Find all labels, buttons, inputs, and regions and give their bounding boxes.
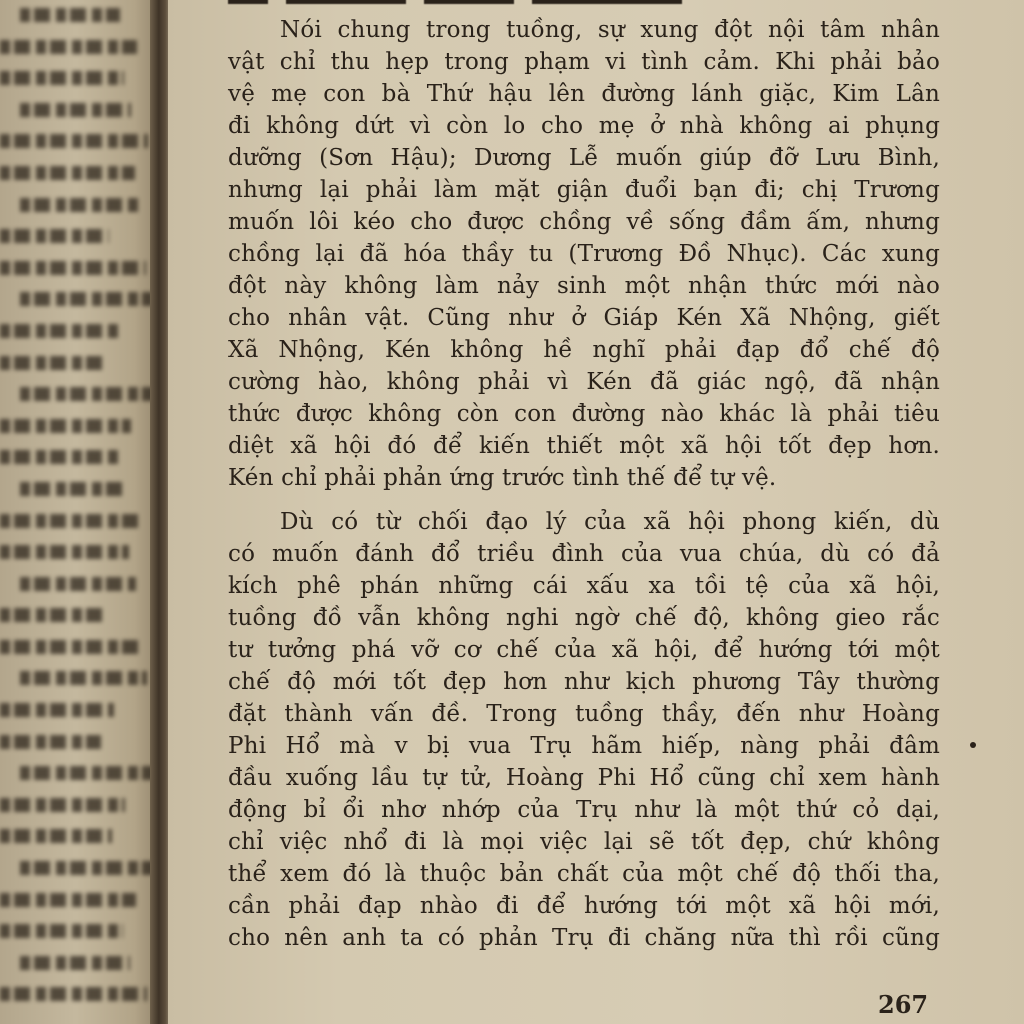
blurred-text-line	[0, 608, 103, 622]
text-line: động bỉ ổi nhơ nhớp của Trụ như là một thứ cỏ dại,	[228, 797, 940, 823]
blurred-text-line	[20, 292, 153, 306]
blurred-text-line	[0, 829, 112, 843]
text-line: tuồng đồ vẫn không nghi ngờ chế độ, không gieo rắc	[228, 605, 940, 631]
blurred-text-line	[0, 356, 107, 370]
blurred-text-line	[0, 987, 147, 1001]
text-line: đầu xuống lầu tự tử, Hoàng Phi Hổ cũng chỉ xem hành	[228, 765, 940, 791]
text-line: Nói chung trong tuồng, sự xung đột nội tâm nhân	[280, 17, 940, 43]
text-line: nhưng lại phải làm mặt giận đuổi bạn đi; chị Trương	[228, 177, 940, 203]
blurred-text-line	[0, 703, 114, 717]
blurred-text-line	[0, 261, 146, 275]
blurred-text-line	[0, 419, 131, 433]
paragraph-1	[228, 14, 940, 494]
right-page	[168, 0, 1024, 1024]
blurred-text-line	[0, 545, 129, 559]
blurred-text-line	[0, 229, 109, 243]
text-line: chỉ việc nhổ đi là mọi việc lại sẽ tốt đẹp, chứ không	[228, 829, 940, 855]
blurred-text-line	[20, 861, 168, 875]
page-body	[228, 14, 940, 954]
text-line: đặt thành vấn đề. Trong tuồng thầy, đến như Hoàng	[228, 701, 940, 727]
text-line: vật chỉ thu hẹp trong phạm vi tình cảm. Khi phải bảo	[228, 49, 940, 75]
text-line: diệt xã hội đó để kiến thiết một xã hội tốt đẹp hơn.	[228, 433, 940, 459]
blurred-text-line	[0, 166, 135, 180]
cut-off-top-line	[228, 0, 940, 4]
blurred-text-line	[0, 40, 137, 54]
paragraph-2	[228, 506, 940, 954]
blurred-text-line	[0, 735, 101, 749]
text-line: muốn lôi kéo cho được chồng về sống đầm ấm, nhưng	[228, 209, 940, 235]
blurred-text-line	[0, 134, 148, 148]
text-line: đi không dứt vì còn lo cho mẹ ở nhà không ai phụng	[228, 113, 940, 139]
text-line: có muốn đánh đổ triều đình của vua chúa, dù có đả	[228, 541, 940, 567]
blurred-text-line	[20, 103, 131, 117]
text-line: cho nên anh ta có phản Trụ đi chăng nữa thì rồi cũng	[228, 925, 940, 951]
blurred-text-line	[20, 956, 130, 970]
text-line: chế độ mới tốt đẹp hơn như kịch phương Tây thường	[228, 669, 940, 695]
blurred-text-line	[20, 766, 158, 780]
left-page-blurred	[0, 0, 168, 1024]
blurred-text-line	[0, 893, 136, 907]
blurred-text-line	[0, 514, 142, 528]
text-line: tư tưởng phá vỡ cơ chế của xã hội, để hướng tới một	[228, 637, 940, 663]
text-line: kích phê phán những cái xấu xa tồi tệ của xã hội,	[228, 573, 940, 599]
text-line: Xã Nhộng, Kén không hề nghĩ phải đạp đổ chế độ	[228, 337, 940, 363]
blurred-text-line	[0, 640, 140, 654]
blurred-text-line	[20, 577, 136, 591]
blurred-text-line	[20, 671, 147, 685]
text-line: Phi Hổ mà v bị vua Trụ hãm hiếp, nàng phải đâm	[228, 733, 940, 759]
blurred-text-line	[0, 450, 118, 464]
blurred-text-line	[0, 798, 125, 812]
text-line: cần phải đạp nhào đi để hướng tới một xã hội mới,	[228, 893, 940, 919]
text-line: chồng lại đã hóa thầy tu (Trương Đồ Nhục). Các xung	[228, 241, 940, 267]
text-line: Kén chỉ phải phản ứng trước tình thế để tự vệ.	[228, 465, 777, 491]
ink-speck	[970, 742, 976, 748]
blurred-text-line	[20, 8, 120, 22]
page-number: 267	[878, 990, 929, 1019]
blurred-text-line	[20, 198, 142, 212]
text-line: đột này không làm nảy sinh một nhận thức mới nào	[228, 273, 940, 299]
blurred-text-line	[0, 324, 120, 338]
blurred-text-line	[0, 924, 123, 938]
text-line: thể xem đó là thuộc bản chất của một chế độ thối tha,	[228, 861, 940, 887]
text-line: cho nhân vật. Cũng như ở Giáp Kén Xã Nhộng, giết	[228, 305, 940, 331]
text-line: dưỡng (Sơn Hậu); Dương Lễ muốn giúp đỡ Lưu Bình,	[228, 145, 940, 171]
blurred-text-line	[20, 482, 125, 496]
text-line: cường hào, không phải vì Kén đã giác ngộ, đã nhận	[228, 369, 940, 395]
blurred-text-line	[20, 387, 164, 401]
left-page-text-blur	[0, 8, 150, 1019]
blurred-text-line	[0, 71, 124, 85]
text-line: thức được không còn con đường nào khác là phải tiêu	[228, 401, 940, 427]
text-line: Dù có từ chối đạo lý của xã hội phong kiến, dù	[280, 509, 940, 535]
text-line: vệ mẹ con bà Thứ hậu lên đường lánh giặc, Kim Lân	[228, 81, 940, 107]
